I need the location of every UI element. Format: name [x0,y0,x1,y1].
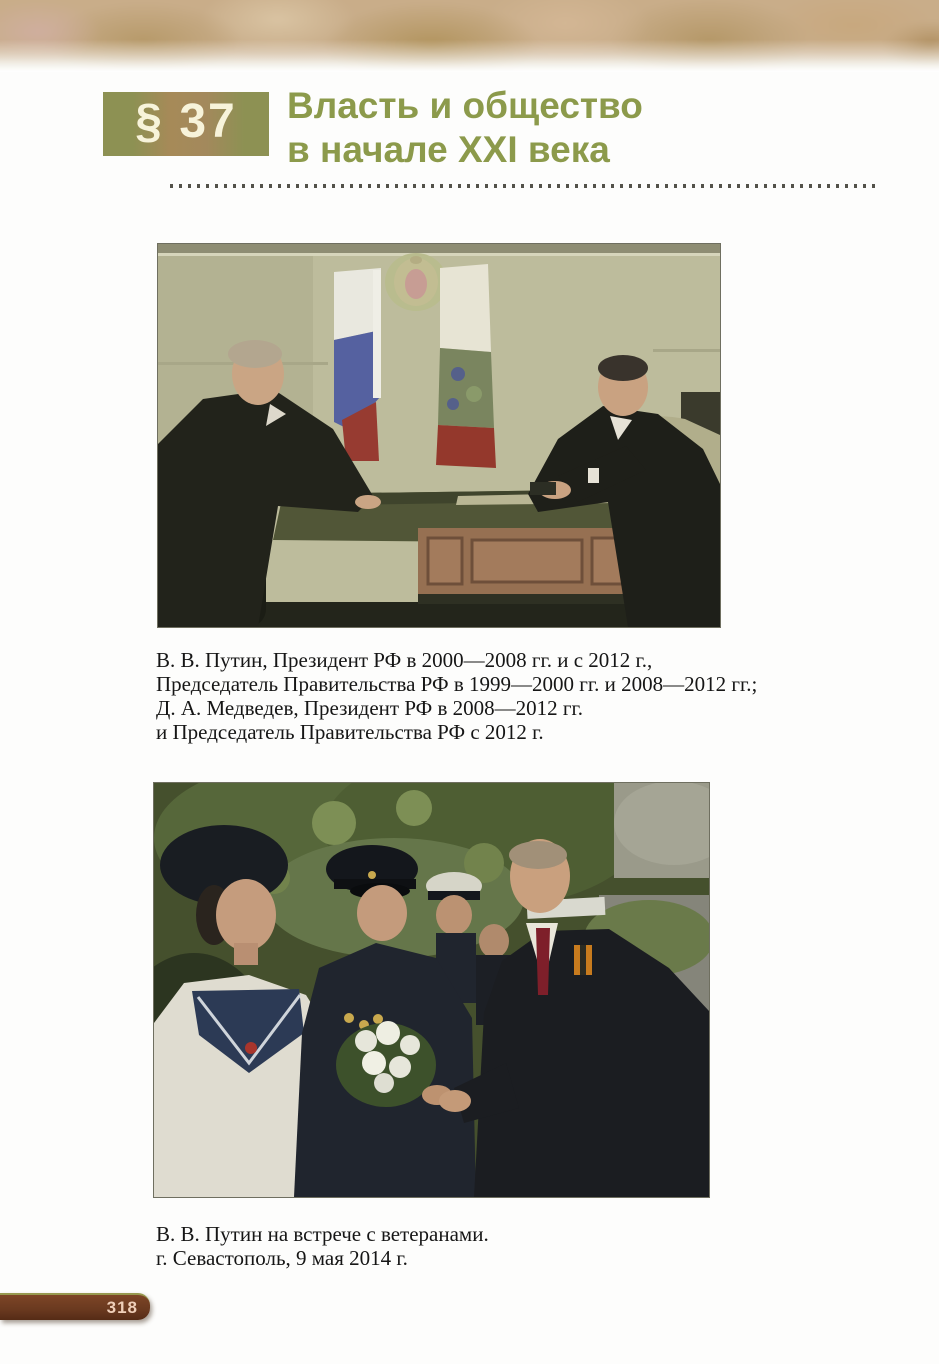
decorative-collage-band [0,0,939,72]
caption-line: Председатель Правительства РФ в 1999—2000 гг. и 2008—2012 гг.; [156,672,758,696]
figure-1-caption [156,648,876,744]
caption-line: В. В. Путин на встрече с ветеранами. [156,1222,489,1246]
figure-putin-veterans-photo [153,782,710,1198]
figure-putin-medvedev-photo [157,243,721,628]
page-number-bar [0,1293,150,1320]
presidential-standard-flag [436,264,496,468]
caption-line: В. В. Путин, Президент РФ в 2000—2008 гг. и с 2012 г., [156,648,653,672]
collage-texture [0,0,939,72]
russia-coat-of-arms-icon [385,253,447,311]
figure-2-caption [156,1222,876,1270]
chapter-title-line2: в начале XXI века [287,129,610,170]
caption-line: Д. А. Медведев, Президент РФ в 2008—2012 гг. [156,696,584,720]
caption-line: г. Севастополь, 9 мая 2014 г. [156,1246,408,1270]
caption-line: и Председатель Правительства РФ с 2012 г. [156,720,544,744]
chapter-title [287,84,643,172]
putin-medvedev-illustration [158,244,720,627]
chapter-title-line1: Власть и общество [287,85,643,126]
section-number-box [103,92,269,156]
putin-veterans-illustration [154,783,709,1197]
section-number-label: § 37 [135,95,237,148]
dotted-separator [170,184,876,188]
page-number-label: 318 [106,1298,138,1317]
